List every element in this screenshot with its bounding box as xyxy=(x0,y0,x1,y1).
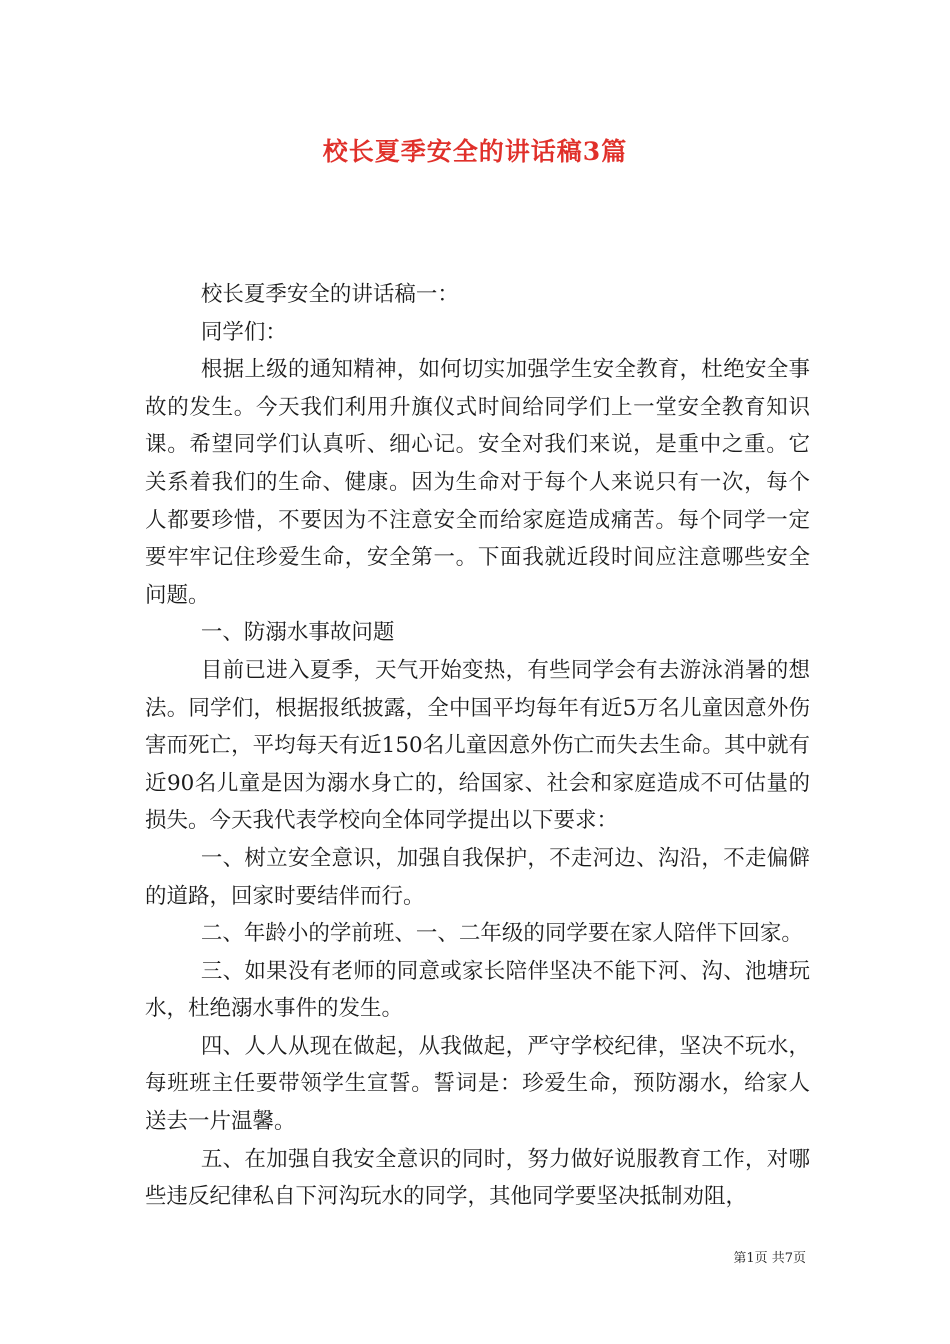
paragraph-rule-four: 四、人人从现在做起，从我做起，严守学校纪律，坚决不玩水，每班班主任要带领学生宣誓。誓词是：珍爱生命，预防溺水，给家人送去一片温馨。 xyxy=(145,1033,810,1135)
paragraph-salutation: 同学们： xyxy=(200,319,287,345)
paragraph-drowning-stats: 目前已进入夏季，天气开始变热，有些同学会有去游泳消暑的想法。同学们，根据报纸披露，全中国平均每年有近5万名儿童因意外伤害而死亡，平均每天有近150名儿童因意外伤亡而失去生命。其中就有近90名儿童是因为溺水身亡的，给国家、社会和家庭造成不可估量的损失。今天我代表学校向全体同学提出以下要求： xyxy=(145,657,810,834)
paragraph-heading-speech-one: 校长夏季安全的讲话稿一： xyxy=(200,282,459,307)
paragraph-rule-five: 五、在加强自我安全意识的同时，努力做好说服教育工作，对哪些违反纪律私自下河沟玩水的同学，其他同学要坚决抵制劝阻， xyxy=(145,1146,810,1210)
paragraph-section-heading: 一、防溺水事故问题 xyxy=(200,620,395,646)
paragraph-intro: 根据上级的通知精神，如何切实加强学生安全教育，杜绝安全事故的发生。今天我们利用升旗仪式时间给同学们上一堂安全教育知识课。希望同学们认真听、细心记。安全对我们来说，是重中之重。它关系着我们的生命、健康。因为生命对于每个人来说只有一次，每个人都要珍惜，不要因为不注意安全而给家庭造成痛苦。每个同学一定要牢牢记住珍爱生命，安全第一。下面我就近段时间应注意哪些安全问题。 xyxy=(145,357,810,608)
document-body xyxy=(145,276,810,1216)
page-number-footer: 第1页 共7页 xyxy=(733,1251,806,1266)
document-title: 校长夏季安全的讲话稿3篇 xyxy=(322,137,628,166)
paragraph-rule-two: 二、年龄小的学前班、一、二年级的同学要在家人陪伴下回家。 xyxy=(200,921,803,947)
paragraph-rule-one: 一、树立安全意识，加强自我保护，不走河边、沟沿，不走偏僻的道路，回家时要结伴而行。 xyxy=(145,845,810,909)
paragraph-rule-three: 三、如果没有老师的同意或家长陪伴坚决不能下河、沟、池塘玩水，杜绝溺水事件的发生。 xyxy=(145,958,810,1022)
